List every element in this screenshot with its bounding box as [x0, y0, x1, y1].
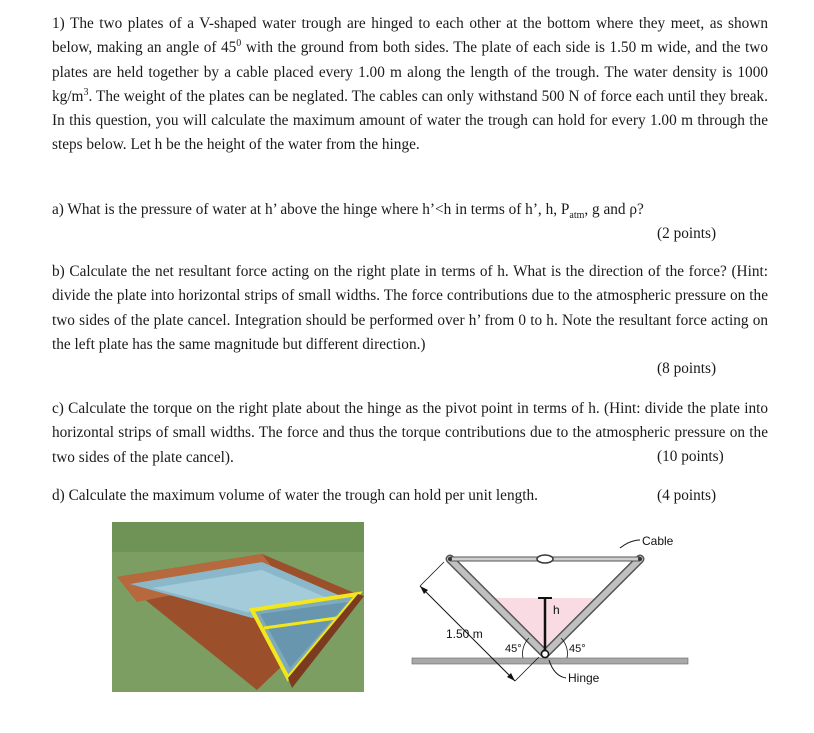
part-d-text: d) Calculate the maximum volume of water the trough can hold per unit length.	[52, 487, 538, 504]
cable-label: Cable	[642, 534, 674, 548]
cable-clasp	[537, 555, 553, 563]
trough-3d-illustration	[112, 522, 364, 692]
h-label: h	[553, 603, 560, 617]
hinge-label: Hinge	[568, 671, 600, 685]
part-b-points: (8 points)	[657, 360, 717, 377]
hinge-point	[542, 651, 549, 658]
part-a-points: (2 points)	[657, 225, 717, 242]
part-a-text: a) What is the pressure of water at h’ above the hinge where h’<h in terms of h’, h, $P_{atm}$, g and ρ?	[52, 201, 644, 222]
part-b-text: b) Calculate the net resultant force acting on the right plate in terms of h. What is the direction of the force? (Hint: divide the plate into horizontal strips of small widths. The force contributions due to the atmospheric pressure on the two sides of the plate cancel. Integration should be performed over h’ from 0 to h. Note the resultant force acting on the left plate has the same magnitude but different direction.)	[52, 263, 768, 353]
question-intro: 1) The two plates of a V-shaped water trough are hinged to each other at the bottom where they meet, as shown below, making an angle of $45^0$ with the ground from both sides. The plate of each side is 1.50 m wide, and the two plates are held together by a cable placed every 1.00 m along the length of the trough. The water density is 1000 $kg/m^3$. The weight of the plates can be neglated. The cables can only withstand 500 N of force each until they break. In this question, you will calculate the maximum amount of water the trough can hold for every 1.00 m through the steps below. Let h be the height of the water from the hinge.	[52, 15, 768, 154]
part-c-points: (10 points)	[657, 448, 724, 465]
angle-right-label: 45°	[569, 643, 586, 655]
angle-left-label: 45°	[505, 643, 522, 655]
part-d-points: (4 points)	[657, 487, 717, 504]
width-label: 1.50 m	[446, 627, 483, 641]
part-c-text: c) Calculate the torque on the right plate about the hinge as the pivot point in terms of h. (Hint: divide the plate into horizontal strips of small widths. The force and thus the torque contributions due to the atmospheric pressure on the two sides of the plate cancel).	[52, 400, 768, 466]
trough-cross-section-diagram	[408, 528, 698, 698]
